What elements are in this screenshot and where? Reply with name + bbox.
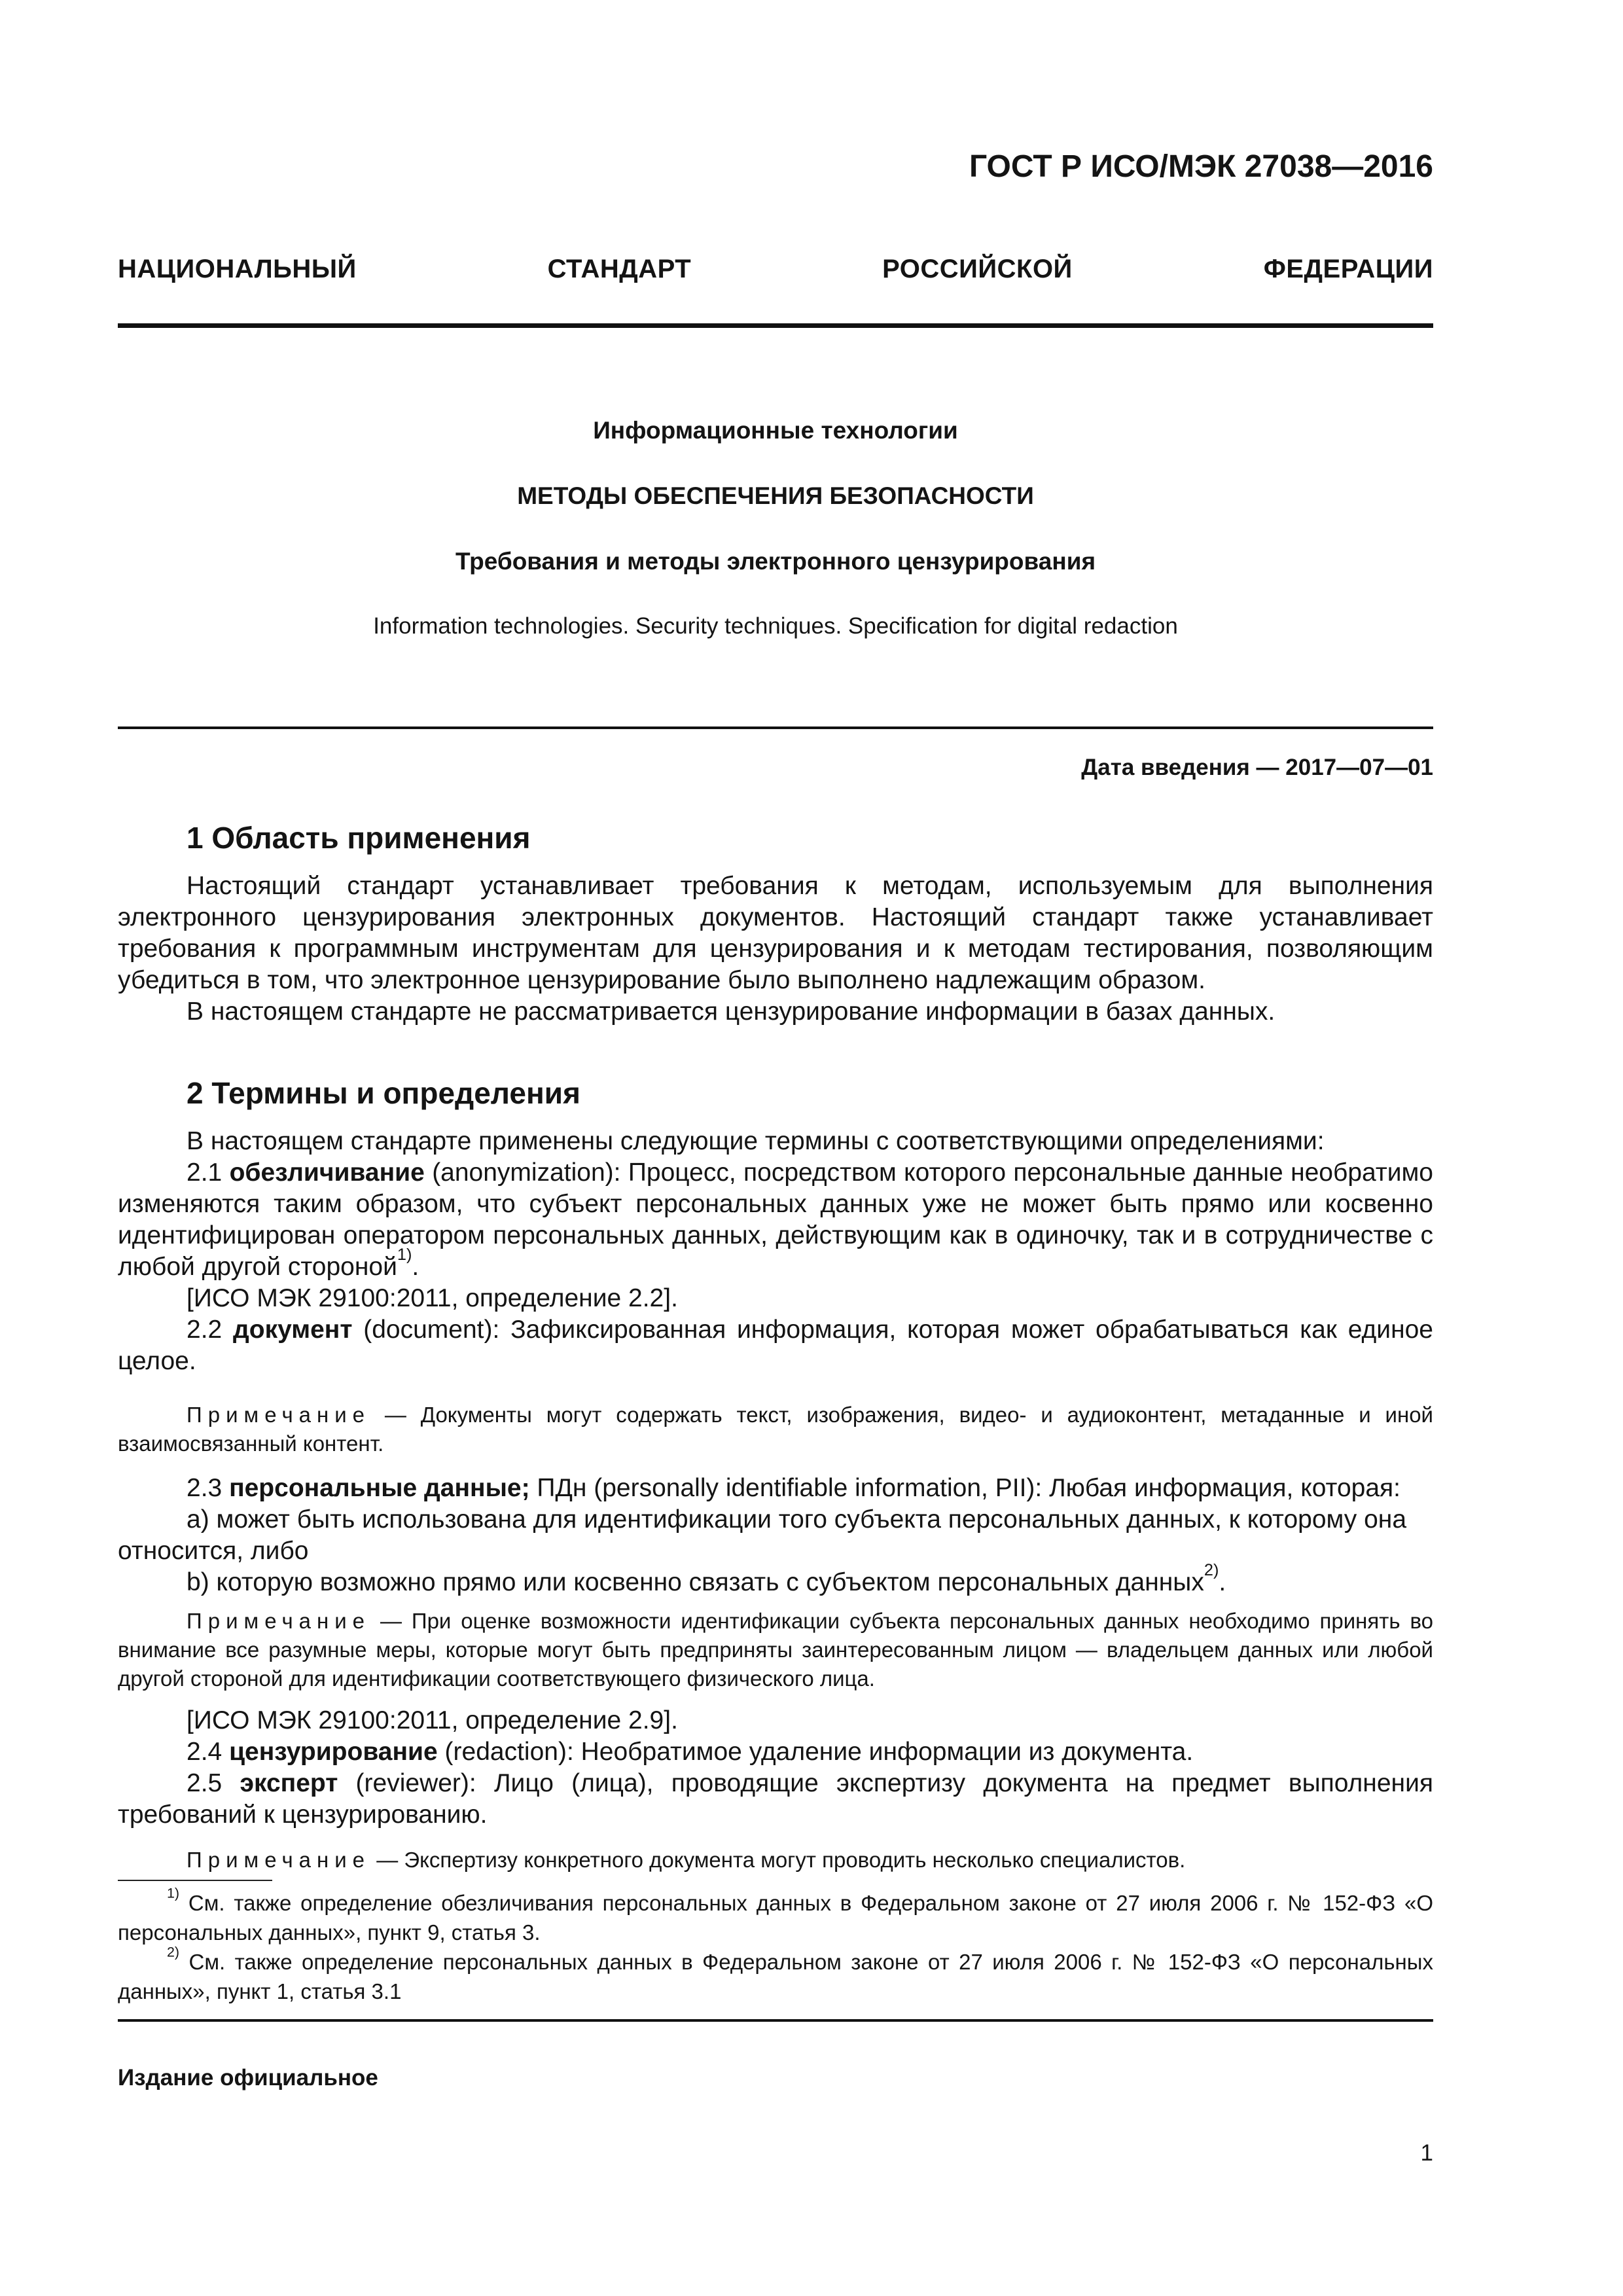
term-name: документ bbox=[232, 1316, 353, 1344]
edition-label: Издание официальное bbox=[118, 2065, 378, 2090]
list-item: b) которую возможно прямо или косвенно связать с субъектом персональных данных$^{2)}$. bbox=[187, 1561, 1226, 1596]
section-2-heading: 2 Термины и определения bbox=[187, 1076, 580, 1110]
footnote-1: $^{1)}$ См. также определение обезличивания персональных данных в Федеральном законе от 27 июля 2006 г. № 152-ФЗ «О персональных данных», пункт 9, статья 3. bbox=[118, 1885, 1433, 1945]
list-item: а) может быть использована для идентификации того субъекта персональных данных, к которому она относится, либо bbox=[118, 1505, 1407, 1565]
title-line-1: Информационные технологии bbox=[593, 417, 958, 444]
term-2-1: 2.1 обезличивание (anonymization): Процесс, посредством которого персональные данные необратимо изменяются таким образом, что субъект персональных данных уже не может быть прямо или косвенно идентифицирован оператором персональных данных, действующим как в одиночку, так и в сотрудничестве с любой другой стороной$^{1)}$. bbox=[118, 1158, 1433, 1281]
footnotes bbox=[118, 1885, 1433, 2006]
note-label: Примечание bbox=[187, 1848, 371, 1872]
title-line-3: Требования и методы электронного цензурирования bbox=[455, 548, 1096, 575]
section-2-body-a bbox=[118, 1126, 1433, 1377]
term-name: эксперт bbox=[240, 1769, 338, 1797]
term-reference: [ИСО МЭК 29100:2011, определение 2.2]. bbox=[187, 1284, 678, 1312]
note-3: Примечание — Экспертизу конкретного документа могут проводить несколько специалистов. bbox=[187, 1848, 1186, 1872]
term-name: персональные данные; bbox=[229, 1474, 530, 1502]
footnote-ref: 2) bbox=[1204, 1561, 1219, 1580]
standard-organization-title: НАЦИОНАЛЬНЫЙ СТАНДАРТ РОССИЙСКОЙ ФЕДЕРАЦИИ bbox=[118, 255, 1433, 283]
section-1-body bbox=[118, 870, 1433, 1028]
footnote-divider bbox=[118, 1880, 272, 1881]
note-label: Примечание bbox=[187, 1403, 371, 1427]
title-divider bbox=[118, 726, 1433, 729]
note-label: Примечание bbox=[187, 1609, 371, 1633]
term-2-5: 2.5 эксперт (reviewer): Лицо (лица), проводящие экспертизу документа на предмет выполнения требований к цензурированию. bbox=[118, 1769, 1433, 1829]
standard-code: ГОСТ Р ИСО/МЭК 27038—2016 bbox=[969, 149, 1433, 184]
paragraph: В настоящем стандарте не рассматривается цензурирование информации в базах данных. bbox=[187, 997, 1275, 1026]
footnote-2: $^{2)}$ См. также определение персональных данных в Федеральном законе от 27 июля 2006 г. № 152-ФЗ «О персональных данных», пункт 1, статья 3.1 bbox=[118, 1944, 1433, 2003]
section-2-body-c bbox=[118, 1705, 1433, 1831]
header-divider bbox=[118, 323, 1433, 328]
paragraph: В настоящем стандарте применены следующие термины с соответствующими определениями: bbox=[187, 1127, 1325, 1155]
term-2-2: 2.2 документ (document): Зафиксированная информация, которая может обрабатываться как единое целое. bbox=[118, 1316, 1433, 1375]
section-2-body-b bbox=[118, 1473, 1433, 1598]
paragraph: Настоящий стандарт устанавливает требования к методам, используемым для выполнения электронного цензурирования электронных документов. Настоящий стандарт также устанавливает требования к программным инструментам для цензурирования и к методам тестирования, позволяющим убедиться в том, что электронное цензурирование было выполнено надлежащим образом. bbox=[118, 872, 1433, 994]
term-name: обезличивание bbox=[229, 1158, 425, 1187]
section-1-heading: 1 Область применения bbox=[187, 821, 531, 855]
footer-divider bbox=[118, 2019, 1433, 2022]
term-reference: [ИСО МЭК 29100:2011, определение 2.9]. bbox=[187, 1706, 678, 1734]
note-2: Примечание — При оценке возможности идентификации субъекта персональных данных необходимо принять во внимание все разумные меры, которые могут быть предприняты заинтересованным лицом — владельцем данных или любой другой стороной для идентификации соответствующего физического лица. bbox=[118, 1609, 1433, 1691]
title-english: Information technologies. Security techniques. Specification for digital redaction bbox=[373, 613, 1178, 639]
term-2-3: 2.3 персональные данные; ПДн (personally identifiable information, PII): Любая информация, которая: bbox=[187, 1474, 1400, 1502]
title-line-2: МЕТОДЫ ОБЕСПЕЧЕНИЯ БЕЗОПАСНОСТИ bbox=[517, 482, 1034, 509]
effective-date: Дата введения — 2017—07—01 bbox=[1081, 755, 1433, 780]
term-2-4: 2.4 цензурирование (redaction): Необратимое удаление информации из документа. bbox=[187, 1738, 1194, 1766]
term-name: цензурирование bbox=[229, 1738, 438, 1766]
note-1: Примечание — Документы могут содержать текст, изображения, видео- и аудиоконтент, метаданные и иной взаимосвязанный контент. bbox=[118, 1403, 1433, 1456]
page-number: 1 bbox=[1420, 2140, 1433, 2166]
footnote-ref: 1) bbox=[397, 1246, 412, 1265]
